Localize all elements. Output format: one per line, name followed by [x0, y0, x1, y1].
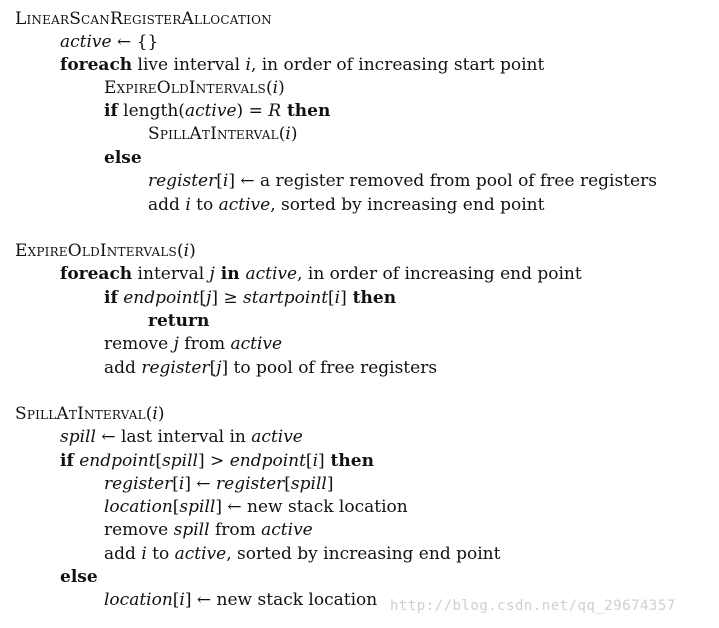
b3-keyword-else: else — [60, 567, 98, 587]
b3-line-location-i: location[i] ← new stack location — [104, 590, 378, 610]
text: add — [104, 544, 142, 564]
keyword-if: if — [104, 288, 118, 308]
expire-header: ExpireOldIntervals(i) — [15, 241, 196, 261]
b1-line-register-assign: register[i] ← a register removed from pool of free registers — [148, 171, 657, 191]
var-i: i — [245, 55, 251, 75]
var-i: i — [179, 590, 185, 610]
text: live interval — [132, 55, 246, 75]
text: , in order of increasing start point — [250, 55, 545, 75]
var-i: i — [152, 404, 158, 424]
var-spill: spill — [290, 474, 327, 494]
b1-line-active-init — [60, 31, 158, 54]
b3-line-if-endpoint: if endpoint[spill] > endpoint[i] then — [60, 451, 374, 471]
keyword-foreach: foreach — [60, 55, 133, 75]
b1-line-foreach — [60, 54, 544, 77]
b3-line-add-active — [104, 543, 500, 566]
text: ) = — [236, 101, 269, 121]
var-r: R — [268, 101, 282, 121]
var-endpoint: endpoint — [123, 288, 200, 308]
var-register: register — [148, 171, 217, 191]
text: from — [209, 520, 262, 540]
var-active: active — [245, 264, 298, 284]
b3-line-spill-assign — [60, 426, 303, 449]
keyword-if: if — [60, 451, 74, 471]
b2-keyword-return: return — [148, 311, 210, 331]
var-i: i — [222, 171, 229, 191]
fn-spill-at-interval: SpillAtInterval — [148, 124, 279, 144]
var-spill: spill — [60, 427, 96, 447]
var-endpoint: endpoint — [229, 451, 306, 471]
var-i: i — [334, 288, 341, 308]
var-active: active — [60, 32, 112, 52]
text: add — [104, 358, 142, 378]
var-i: i — [185, 195, 191, 215]
text: , sorted by increasing end point — [270, 195, 545, 215]
fn-expire-old-intervals: ExpireOldIntervals — [104, 78, 266, 98]
var-location: location — [104, 497, 173, 517]
var-active: active — [230, 334, 283, 354]
text: , sorted by increasing end point — [226, 544, 501, 564]
var-j: j — [216, 358, 222, 378]
spill-header: SpillAtInterval(i) — [15, 404, 165, 424]
b2-line-foreach — [60, 263, 582, 286]
text: remove — [104, 334, 174, 354]
linear-scan-header: LinearScanRegisterAllocation — [15, 9, 272, 29]
text: to — [146, 544, 175, 564]
b1-keyword-else: else — [104, 148, 142, 168]
text: ← — [190, 474, 217, 494]
keyword-then: then — [346, 288, 397, 308]
text: from — [178, 334, 231, 354]
text: ← new stack location — [191, 590, 378, 610]
var-i: i — [285, 124, 291, 144]
b3-line-location-spill: location[spill] ← new stack location — [104, 497, 408, 517]
text: remove — [104, 520, 174, 540]
text: to — [190, 195, 219, 215]
var-j: j — [206, 288, 212, 308]
var-active: active — [261, 520, 313, 540]
var-active: active — [251, 427, 303, 447]
var-i: i — [312, 451, 318, 471]
fn-spill-at-interval: SpillAtInterval — [15, 404, 146, 424]
b2-line-add-pool: add register[j] to pool of free registers — [104, 358, 438, 378]
text: > — [204, 451, 230, 471]
var-i: i — [178, 474, 185, 494]
b1-line-add-active — [148, 194, 544, 217]
b1-line-spill-call: SpillAtInterval(i) — [148, 124, 298, 144]
var-register: register — [141, 358, 210, 378]
text: ← last interval in — [95, 427, 252, 447]
b3-line-register-assign: register[i] ← register[spill] — [104, 474, 334, 494]
var-active: active — [218, 195, 271, 215]
text: interval — [132, 264, 210, 284]
text: ← — [111, 32, 137, 52]
var-i: i — [272, 78, 279, 98]
b1-line-expire-call: ExpireOldIntervals(i) — [104, 78, 285, 98]
b3-line-remove — [104, 519, 313, 542]
var-spill: spill — [173, 520, 210, 540]
watermark-url: http://blog.csdn.net/qq_29674357 — [390, 598, 676, 614]
keyword-then: then — [281, 101, 331, 121]
var-j: j — [209, 264, 215, 284]
text: {} — [136, 32, 159, 52]
var-spill: spill — [162, 451, 198, 471]
fn-expire-old-intervals: ExpireOldIntervals — [15, 241, 177, 261]
var-endpoint: endpoint — [79, 451, 156, 471]
text: ≥ — [217, 288, 244, 308]
var-startpoint: startpoint — [243, 288, 329, 308]
var-i: i — [141, 544, 147, 564]
text: to pool of free registers — [228, 358, 438, 378]
text: length( — [117, 101, 185, 121]
var-spill: spill — [179, 497, 216, 517]
var-active: active — [174, 544, 227, 564]
keyword-if: if — [104, 101, 118, 121]
keyword-then: then — [324, 451, 374, 471]
keyword-in: in — [214, 264, 246, 284]
b1-line-if-length — [104, 100, 330, 123]
var-j: j — [173, 334, 179, 354]
keyword-foreach: foreach — [60, 264, 133, 284]
var-register: register — [216, 474, 285, 494]
b2-line-if-endpoint: if endpoint[j] ≥ startpoint[i] then — [104, 288, 397, 308]
text: ← a register removed from pool of free registers — [234, 171, 657, 191]
text: , in order of increasing end point — [297, 264, 582, 284]
var-register: register — [104, 474, 173, 494]
text: add — [148, 195, 186, 215]
var-location: location — [104, 590, 173, 610]
var-i: i — [183, 241, 190, 261]
b2-line-remove — [104, 333, 282, 356]
text: ← new stack location — [221, 497, 408, 517]
var-active: active — [184, 101, 237, 121]
